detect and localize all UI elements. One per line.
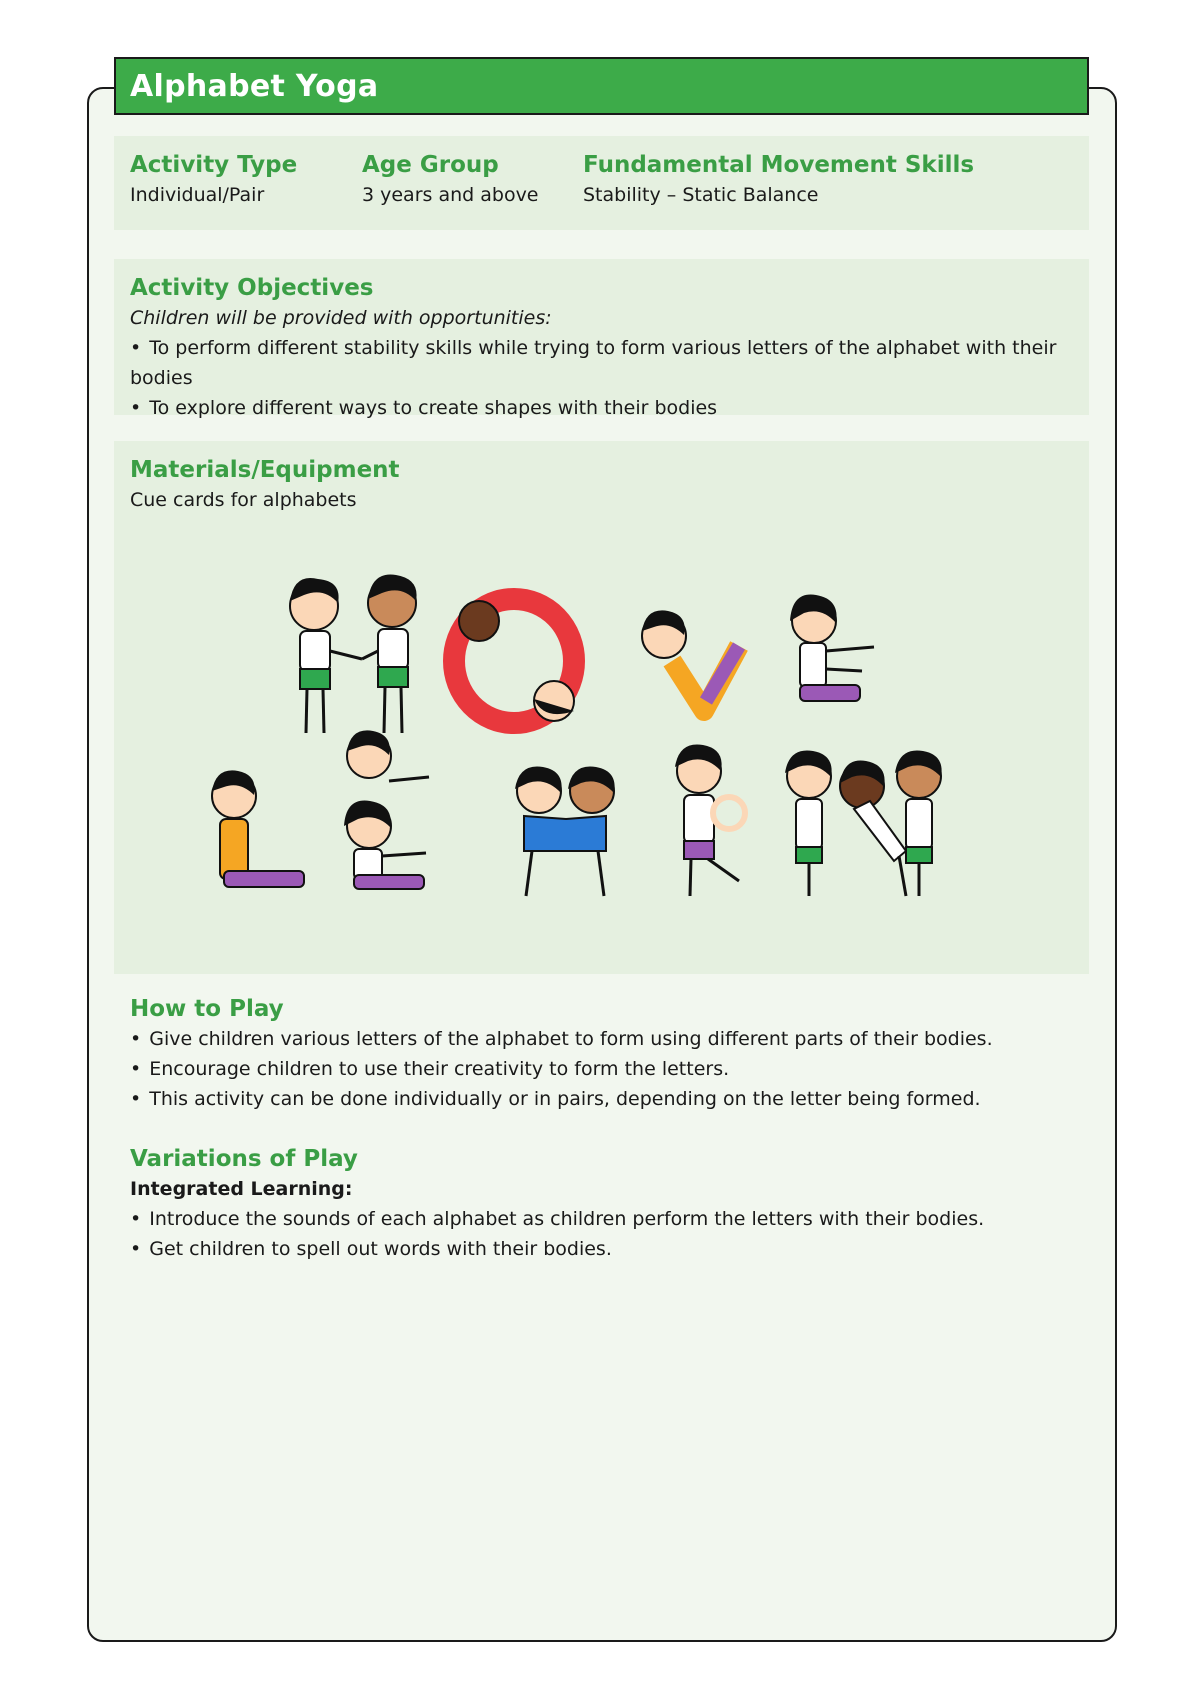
variations-heading: Variations of Play bbox=[130, 1146, 358, 1172]
letter-r-figure bbox=[675, 744, 745, 896]
list-item: • Get children to spell out words with their bodies. bbox=[130, 1234, 1090, 1264]
letter-e2-figure bbox=[344, 730, 429, 889]
list-item: • Encourage children to use their creativity to form the letters. bbox=[130, 1054, 1090, 1084]
integrated-learning-label: Integrated Learning: bbox=[130, 1178, 353, 1200]
letter-h-figure bbox=[290, 575, 417, 734]
list-item: • To explore different ways to create shapes with their bodies bbox=[130, 393, 1073, 423]
objectives-intro: Children will be provided with opportunities: bbox=[130, 307, 552, 329]
age-group-block bbox=[362, 150, 539, 210]
age-group-value: 3 years and above bbox=[362, 184, 539, 206]
letter-v-figure bbox=[642, 610, 739, 711]
how-to-play-heading: How to Play bbox=[130, 996, 284, 1022]
skills-value: Stability – Static Balance bbox=[583, 184, 819, 206]
activity-type-block bbox=[130, 150, 297, 210]
skills-label: Fundamental Movement Skills bbox=[583, 152, 975, 178]
variations-section bbox=[130, 1144, 1090, 1264]
variations-list bbox=[130, 1204, 1090, 1264]
title-bar bbox=[114, 57, 1089, 115]
list-item: • To perform different stability skills while trying to form various letters of the alphabet with their bodies bbox=[130, 333, 1073, 393]
list-item: • Give children various letters of the alphabet to form using different parts of their bodies. bbox=[130, 1024, 1090, 1054]
info-panel bbox=[114, 136, 1089, 230]
children-letters-illustration bbox=[194, 551, 1014, 951]
materials-panel bbox=[114, 441, 1089, 974]
materials-heading: Materials/Equipment bbox=[130, 457, 400, 483]
objectives-list bbox=[130, 333, 1073, 423]
objectives-heading: Activity Objectives bbox=[130, 275, 374, 301]
letter-l-figure bbox=[212, 770, 304, 887]
letter-n-figure bbox=[785, 750, 942, 896]
age-group-label: Age Group bbox=[362, 152, 499, 178]
activity-type-value: Individual/Pair bbox=[130, 184, 265, 206]
activity-type-label: Activity Type bbox=[130, 152, 298, 178]
materials-text: Cue cards for alphabets bbox=[130, 489, 357, 511]
how-to-play-section bbox=[130, 994, 1090, 1114]
list-item: • This activity can be done individually or in pairs, depending on the letter being formed. bbox=[130, 1084, 1090, 1114]
letter-o-figure bbox=[454, 599, 574, 723]
skills-block bbox=[583, 150, 974, 210]
letter-e-figure bbox=[790, 595, 874, 701]
list-item: • Introduce the sounds of each alphabet as children perform the letters with their bodies. bbox=[130, 1204, 1090, 1234]
objectives-panel bbox=[114, 259, 1089, 419]
page-title: Alphabet Yoga bbox=[130, 68, 379, 104]
how-to-play-list bbox=[130, 1024, 1090, 1114]
letter-a-figure bbox=[515, 766, 615, 896]
